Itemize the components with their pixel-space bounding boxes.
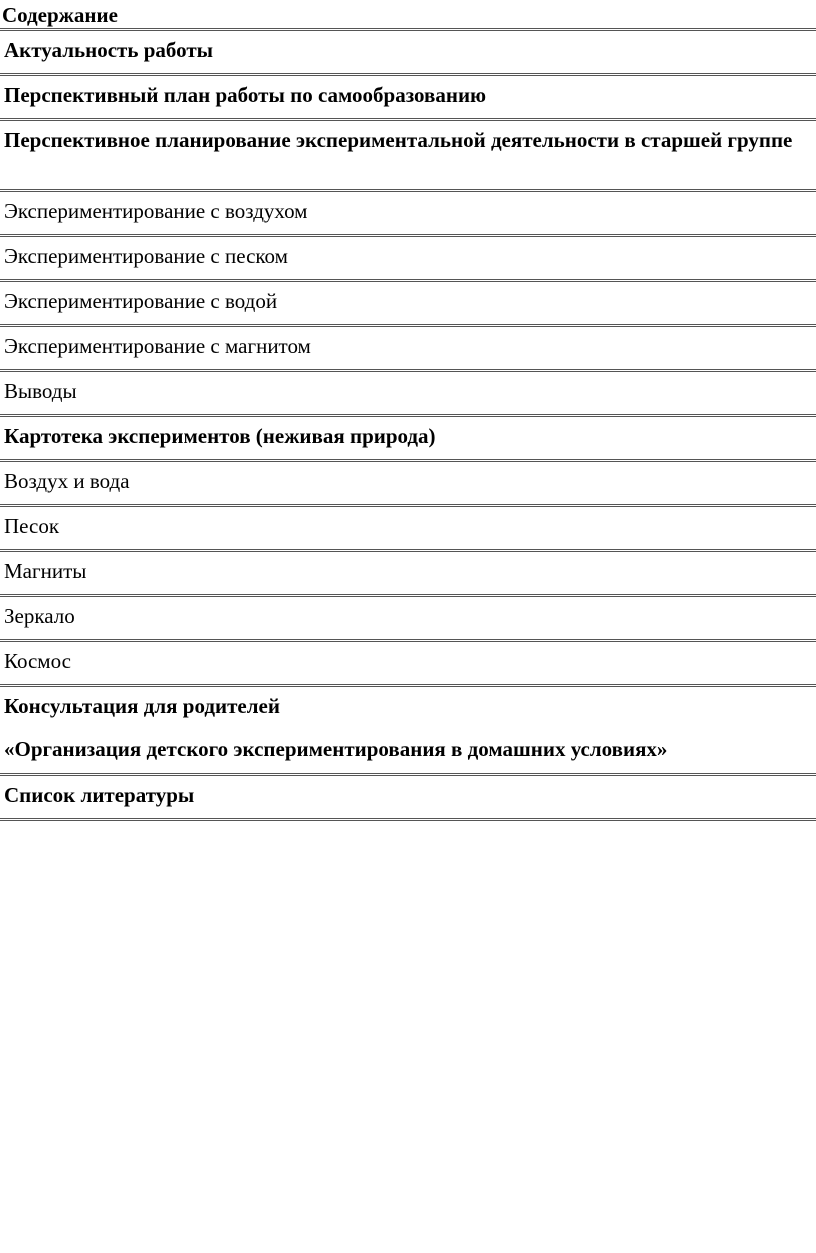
toc-entry[interactable]: Воздух и вода <box>4 469 130 493</box>
page-title: Содержание <box>2 3 118 27</box>
toc-entry[interactable]: Список литературы <box>4 783 195 807</box>
toc-entry[interactable]: Перспективное планирование экспериментальной деятельности в старшей группе <box>4 128 793 152</box>
toc-entry[interactable]: Перспективный план работы по самообразованию <box>4 83 487 107</box>
toc-entry[interactable]: Выводы <box>4 379 77 403</box>
divider <box>0 818 816 821</box>
toc-entry[interactable]: Зеркало <box>4 604 75 628</box>
toc-entry[interactable]: Экспериментирование с магнитом <box>4 334 311 358</box>
toc-entry[interactable]: Актуальность работы <box>4 38 214 62</box>
toc-entry[interactable]: Экспериментирование с воздухом <box>4 199 308 223</box>
toc-entry[interactable]: Консультация для родителей <box>4 694 280 718</box>
toc-entry[interactable]: Экспериментирование с водой <box>4 289 278 313</box>
toc-entry[interactable]: Картотека экспериментов (неживая природа) <box>4 424 436 448</box>
toc-entry[interactable]: Магниты <box>4 559 87 583</box>
toc-entry[interactable]: Песок <box>4 514 60 538</box>
toc-entry[interactable]: «Организация детского экспериментирования в домашних условиях» <box>4 737 668 761</box>
toc-entry[interactable]: Экспериментирование с песком <box>4 244 288 268</box>
table-of-contents <box>0 28 816 821</box>
toc-entry[interactable]: Космос <box>4 649 71 673</box>
